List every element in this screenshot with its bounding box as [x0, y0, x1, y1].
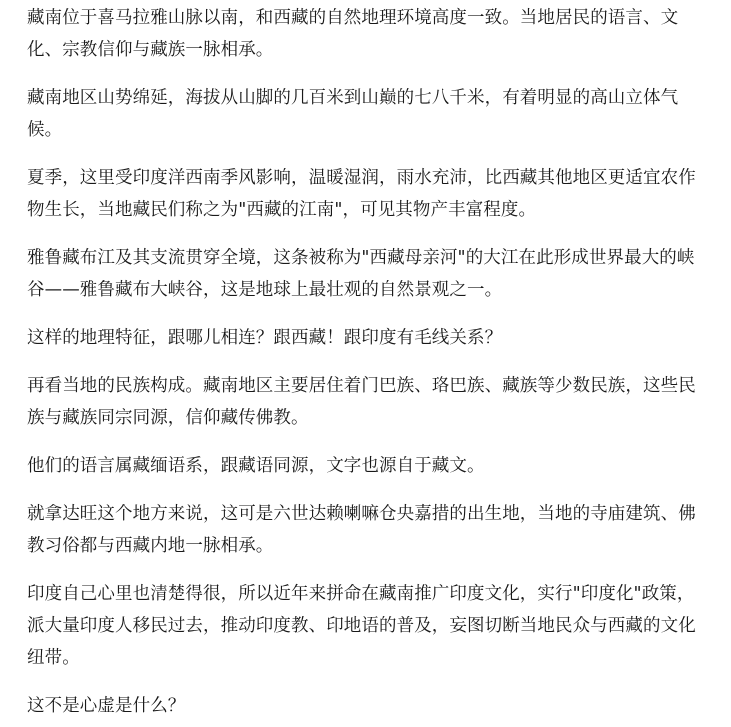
paragraph: 他们的语言属藏缅语系，跟藏语同源，文字也源自于藏文。: [27, 456, 485, 476]
paragraph: 藏南地区山势绵延，海拔从山脚的几百米到山巅的七八千米，有着明显的高山立体气候。: [27, 88, 679, 140]
paragraph: 再看当地的民族构成。藏南地区主要居住着门巴族、珞巴族、藏族等少数民族，这些民族与藏族同宗同源，信仰藏传佛教。: [27, 376, 696, 428]
paragraph: 就拿达旺这个地方来说，这可是六世达赖喇嘛仓央嘉措的出生地，当地的寺庙建筑、佛教习俗都与西藏内地一脉相承。: [27, 504, 696, 556]
paragraph: 这不是心虚是什么？: [27, 696, 186, 716]
paragraph: 藏南位于喜马拉雅山脉以南，和西藏的自然地理环境高度一致。当地居民的语言、文化、宗教信仰与藏族一脉相承。: [27, 8, 679, 60]
paragraph: 雅鲁藏布江及其支流贯穿全境，这条被称为"西藏母亲河"的大江在此形成世界最大的峡谷——雅鲁藏布大峡谷，这是地球上最壮观的自然景观之一。: [27, 248, 695, 300]
paragraph: 夏季，这里受印度洋西南季风影响，温暖湿润，雨水充沛，比西藏其他地区更适宜农作物生长，当地藏民们称之为"西藏的江南"，可见其物产丰富程度。: [27, 168, 696, 220]
paragraph: 这样的地理特征，跟哪儿相连？跟西藏！跟印度有毛线关系？: [27, 328, 503, 348]
paragraph: 印度自己心里也清楚得很，所以近年来拼命在藏南推广印度文化，实行"印度化"政策，派大量印度人移民过去，推动印度教、印地语的普及，妄图切断当地民众与西藏的文化纽带。: [27, 584, 696, 668]
